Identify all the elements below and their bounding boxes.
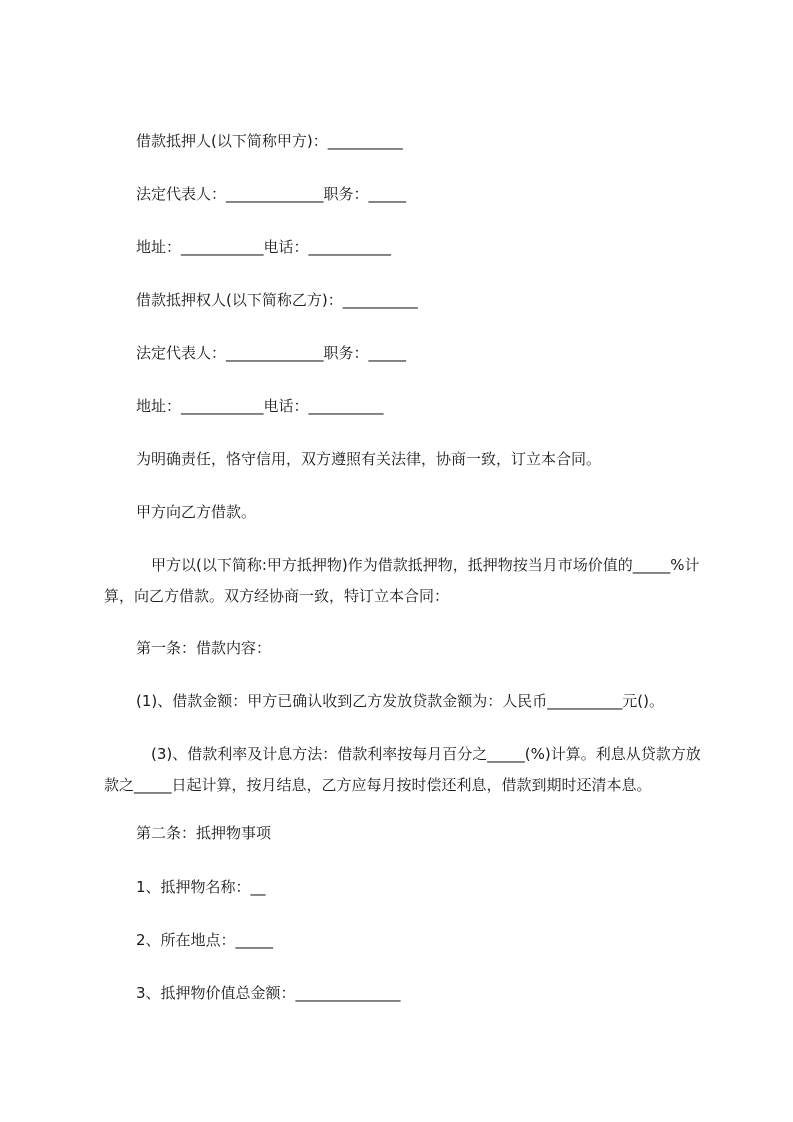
article-2-title: 第二条：抵押物事项 bbox=[136, 824, 272, 842]
party-b-address-line: 地址：___________电话：__________ bbox=[136, 397, 384, 415]
article-1-title: 第一条：借款内容： bbox=[136, 639, 272, 657]
loan-statement: 甲方向乙方借款。 bbox=[136, 503, 257, 521]
party-b-representative-line: 法定代表人：_____________职务：_____ bbox=[136, 344, 407, 362]
article-2-item-1: 1、抵押物名称：__ bbox=[136, 878, 266, 896]
party-a-representative-line: 法定代表人：_____________职务：_____ bbox=[136, 185, 407, 203]
collateral-paragraph: 甲方以(以下简称:甲方抵押物)作为借款抵押物，抵押物按当月市场价值的_____%计算，向乙方借款。双方经协商一致，特订立本合同： bbox=[104, 556, 700, 605]
party-a-address-line: 地址：___________电话：___________ bbox=[136, 238, 392, 256]
party-b-line: 借款抵押权人(以下简称乙方)：__________ bbox=[136, 291, 418, 309]
article-1-item-1: (1)、借款金额：甲方已确认收到乙方发放贷款金额为：人民币__________元()。 bbox=[136, 692, 664, 710]
article-2-item-2: 2、所在地点：_____ bbox=[136, 931, 274, 949]
preamble-paragraph: 为明确责任，恪守信用，双方遵照有关法律，协商一致，订立本合同。 bbox=[136, 450, 602, 468]
article-1-item-3: (3)、借款利率及计息方法：借款利率按每月百分之_____(%)计算。利息从贷款方放款之_____日起计算，按月结息，乙方应每月按时偿还利息，借款到期时还清本息。 bbox=[104, 745, 701, 794]
party-a-line: 借款抵押人(以下简称甲方)：__________ bbox=[136, 132, 403, 150]
article-2-item-3: 3、抵押物价值总金额：______________ bbox=[136, 984, 401, 1002]
